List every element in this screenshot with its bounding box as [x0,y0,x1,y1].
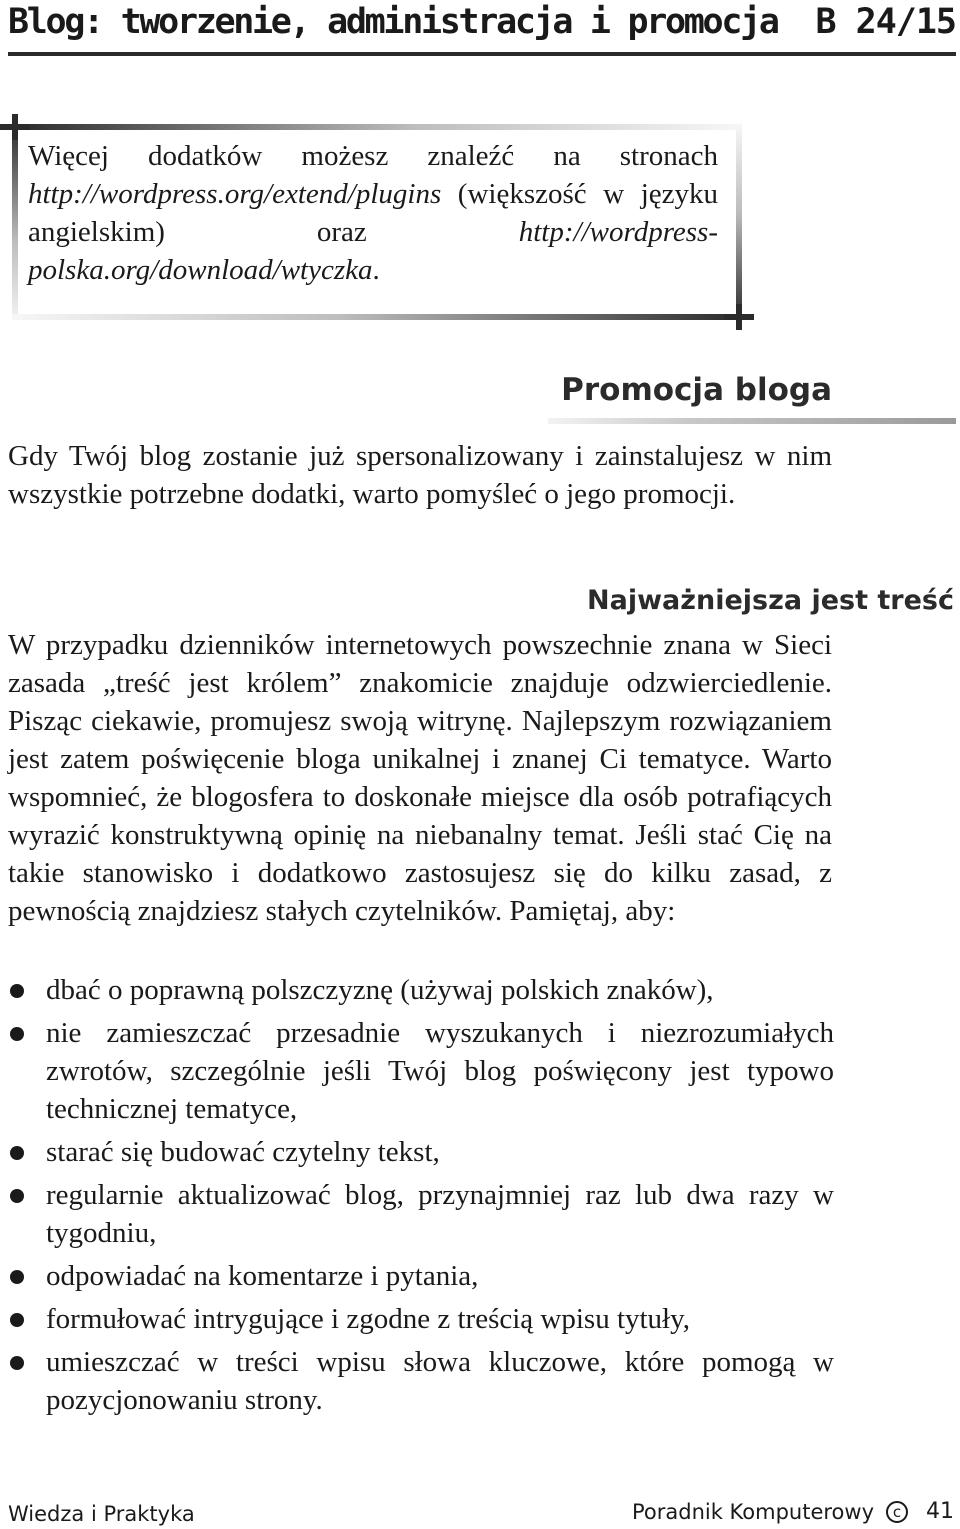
note-link-polska[interactable]: http://wordpress-polska.org/download/wtyczka [28,216,718,286]
list-item-text: nie zamieszczać przesadnie wyszukanych i niezrozumiałych zwrotów, szczególnie jeśli Twój blog poświęcony jest typowo technicznej tematyce, [46,1017,834,1125]
note-text [28,137,718,289]
list-item-text: odpowiadać na komentarze i pytania, [46,1260,479,1292]
note-text-part: (większość w języku angielskim) oraz [28,178,718,248]
footer-right [632,1496,954,1528]
note-frame-bottom [12,314,742,320]
section-intro-paragraph: Gdy Twój blog zostanie już spersonalizowany i zainstalujesz w nim wszystkie potrzebne dodatki, warto pomyśleć o jego promocji. [8,440,832,510]
subsection-body-paragraph: W przypadku dzienników internetowych powszechnie znana w Sieci zasada „treść jest królem” znakomicie znajduje odzwierciedlenie. Pisząc ciekawie, promujesz swoją witrynę. Najlepszym rozwiązaniem jest zatem poświęcenie bloga unikalnej i znanej Ci tematyce. Warto wspomnieć, że blogosfera to doskonałe miejsce dla osób potrafiących wyrazić konstruktywną opinię na niebanalny temat. Jeśli stać Cię na takie stanowisko i dodatkowo zastosujesz się do kilku zasad, z pewnością znajdziesz stałych czytelników. Pamiętaj, aby: [8,629,832,927]
note-frame-left [12,124,18,320]
note-frame-top [12,124,742,130]
list-item-text: umieszczać w treści wpisu słowa kluczowe, które pomogą w pozycjonowaniu strony. [46,1346,834,1416]
list-item [8,1257,834,1295]
list-item [8,1133,834,1171]
list-item [8,1343,834,1419]
list-item [8,971,834,1009]
list-item [8,1300,834,1338]
footer-publisher: Wiedza i Praktyka [8,1502,195,1526]
note-frame-right [736,124,742,320]
list-item-text: starać się budować czytelny tekst, [46,1136,440,1168]
bullet-icon [10,1356,24,1370]
bullet-icon [10,1270,24,1284]
note-link-plugins[interactable]: http://wordpress.org/extend/plugins [28,178,442,210]
list-item-text: dbać o poprawną polszczyznę (używaj polskich znaków), [46,974,714,1006]
subsection-heading: Najważniejsza jest treść [587,585,954,616]
bullet-icon [10,1313,24,1327]
list-item [8,1014,834,1128]
list-item-text: regularnie aktualizować blog, przynajmniej raz lub dwa razy w tygodniu, [46,1179,834,1249]
bullet-icon [10,1189,24,1203]
section-heading: Promocja bloga [561,372,832,408]
bullet-icon [10,1146,24,1160]
bullet-icon [10,1027,24,1041]
section-heading-rule [548,418,956,424]
list-item-text: formułować intrygujące i zgodne z treścią wpisu tytuły, [46,1303,690,1335]
list-item [8,1176,834,1252]
page-number: 41 [926,1499,954,1524]
tips-list [8,971,834,1424]
note-text-part: Więcej dodatków możesz znaleźć na stronach [28,140,718,172]
note-corner-mark-bottom-right-vertical [736,304,742,330]
copyright-icon: c [886,1501,908,1523]
note-text-part: . [372,254,380,286]
page-header [8,0,956,56]
running-title: Blog: tworzenie, administracja i promocja [8,2,778,42]
section-code: B 24/15 [815,2,956,42]
footer-publication-name: Poradnik Komputerowy [631,1500,874,1524]
note-corner-mark-top-left-vertical [12,114,18,140]
bullet-icon [10,984,24,998]
